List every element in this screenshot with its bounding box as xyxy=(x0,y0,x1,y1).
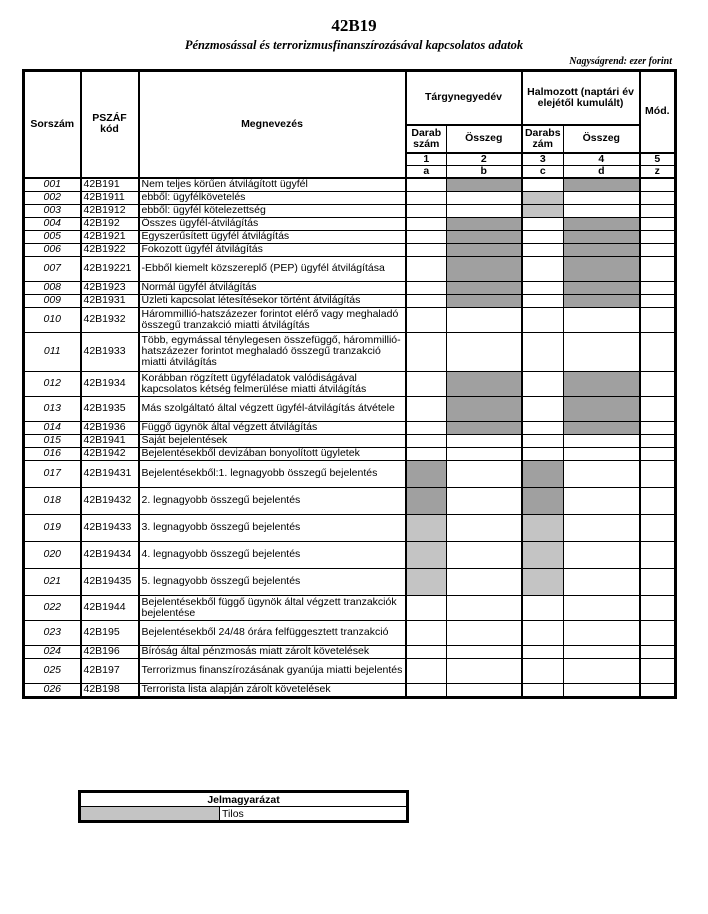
cell-darab[interactable] xyxy=(406,447,447,460)
header-halmozott: Halmozott (naptári év elejétől kumulált) xyxy=(522,71,640,125)
col-letter: z xyxy=(640,165,676,178)
table-row xyxy=(24,487,676,514)
cell-osszeg-halmozott xyxy=(564,178,640,192)
cell-mod[interactable] xyxy=(640,230,676,243)
table-row xyxy=(24,371,676,396)
cell-mod[interactable] xyxy=(640,307,676,332)
row-code: 42B1912 xyxy=(81,204,139,217)
header-osszeg-halmozott: Összeg xyxy=(564,125,640,153)
cell-darab-halmozott[interactable] xyxy=(522,434,564,447)
cell-mod[interactable] xyxy=(640,658,676,683)
cell-osszeg-halmozott[interactable] xyxy=(564,434,640,447)
row-label: Bejelentésekből:1. legnagyobb összegű bejelentés xyxy=(139,460,406,487)
cell-osszeg-halmozott[interactable] xyxy=(564,460,640,487)
cell-darab-halmozott[interactable] xyxy=(522,217,564,230)
table-row xyxy=(24,243,676,256)
table-row xyxy=(24,191,676,204)
row-number: 012 xyxy=(24,371,81,396)
form-code: 42B19 xyxy=(331,16,377,35)
row-label: -Ebből kiemelt közszereplő (PEP) ügyfél átvilágítása xyxy=(139,256,406,281)
cell-mod[interactable] xyxy=(640,447,676,460)
row-code: 42B1936 xyxy=(81,421,139,434)
cell-darab-halmozott xyxy=(522,191,564,204)
table-row xyxy=(24,645,676,658)
cell-mod[interactable] xyxy=(640,487,676,514)
legend-title: Jelmagyarázat xyxy=(80,792,408,807)
cell-darab[interactable] xyxy=(406,620,447,645)
cell-mod[interactable] xyxy=(640,421,676,434)
row-code: 42B197 xyxy=(81,658,139,683)
cell-mod[interactable] xyxy=(640,568,676,595)
cell-darab[interactable] xyxy=(406,204,447,217)
legend-table xyxy=(78,790,409,823)
cell-darab[interactable] xyxy=(406,645,447,658)
cell-osszeg xyxy=(447,217,522,230)
cell-darab[interactable] xyxy=(406,434,447,447)
row-number: 022 xyxy=(24,595,81,620)
cell-mod[interactable] xyxy=(640,191,676,204)
row-code: 42B1942 xyxy=(81,447,139,460)
row-label: Fokozott ügyfél átvilágítás xyxy=(139,243,406,256)
cell-darab-halmozott xyxy=(522,568,564,595)
table-row xyxy=(24,595,676,620)
row-code: 42B1922 xyxy=(81,243,139,256)
row-label: Függő ügynök által végzett átvilágítás xyxy=(139,421,406,434)
cell-darab[interactable] xyxy=(406,243,447,256)
cell-osszeg[interactable] xyxy=(447,541,522,568)
cell-darab[interactable] xyxy=(406,217,447,230)
table-row xyxy=(24,281,676,294)
cell-osszeg[interactable] xyxy=(447,645,522,658)
row-number: 023 xyxy=(24,620,81,645)
table-row xyxy=(24,658,676,683)
cell-osszeg-halmozott[interactable] xyxy=(564,620,640,645)
row-code: 42B19434 xyxy=(81,541,139,568)
row-label: Más szolgáltató által végzett ügyfél-átvilágítás átvétele xyxy=(139,396,406,421)
row-code: 42B1933 xyxy=(81,332,139,371)
cell-darab-halmozott[interactable] xyxy=(522,396,564,421)
cell-darab-halmozott[interactable] xyxy=(522,683,564,697)
table-row xyxy=(24,307,676,332)
cell-mod[interactable] xyxy=(640,396,676,421)
table-row xyxy=(24,332,676,371)
legend-swatch xyxy=(80,807,220,822)
cell-osszeg xyxy=(447,243,522,256)
cell-osszeg-halmozott xyxy=(564,230,640,243)
table-row xyxy=(24,434,676,447)
row-code: 42B1934 xyxy=(81,371,139,396)
cell-darab-halmozott[interactable] xyxy=(522,447,564,460)
cell-mod[interactable] xyxy=(640,371,676,396)
cell-osszeg[interactable] xyxy=(447,658,522,683)
row-code: 42B1935 xyxy=(81,396,139,421)
table-row xyxy=(24,620,676,645)
cell-osszeg-halmozott[interactable] xyxy=(564,307,640,332)
col-number: 5 xyxy=(640,153,676,166)
cell-mod[interactable] xyxy=(640,595,676,620)
legend-label: Tilos xyxy=(220,807,408,822)
cell-osszeg-halmozott[interactable] xyxy=(564,487,640,514)
cell-osszeg[interactable] xyxy=(447,434,522,447)
table-row xyxy=(24,294,676,307)
cell-osszeg-halmozott[interactable] xyxy=(564,595,640,620)
table-row xyxy=(24,683,676,697)
row-label: ebből: ügyfélkövetelés xyxy=(139,191,406,204)
cell-osszeg-halmozott[interactable] xyxy=(564,658,640,683)
row-number: 003 xyxy=(24,204,81,217)
cell-osszeg-halmozott xyxy=(564,396,640,421)
row-label: Bíróság által pénzmosás miatt zárolt követelések xyxy=(139,645,406,658)
row-label: Bejelentésekből függő ügynök által végzett tranzakciók bejelentése xyxy=(139,595,406,620)
row-code: 42B195 xyxy=(81,620,139,645)
cell-mod[interactable] xyxy=(640,332,676,371)
header-sorszam: Sorszám xyxy=(24,71,81,178)
cell-osszeg-halmozott[interactable] xyxy=(564,332,640,371)
cell-mod[interactable] xyxy=(640,281,676,294)
row-number: 025 xyxy=(24,658,81,683)
row-code: 42B19433 xyxy=(81,514,139,541)
cell-darab-halmozott[interactable] xyxy=(522,307,564,332)
row-label: Korábban rögzített ügyféladatok valódiságával kapcsolatos kétség felmerülése miatti átvilágítás xyxy=(139,371,406,396)
cell-darab xyxy=(406,460,447,487)
col-letter: d xyxy=(564,165,640,178)
cell-darab-halmozott[interactable] xyxy=(522,595,564,620)
cell-darab[interactable] xyxy=(406,658,447,683)
table-row xyxy=(24,460,676,487)
cell-osszeg-halmozott[interactable] xyxy=(564,541,640,568)
unit-note: Nagyságrend: ezer forint xyxy=(569,56,672,67)
cell-darab[interactable] xyxy=(406,191,447,204)
cell-mod[interactable] xyxy=(640,204,676,217)
cell-osszeg[interactable] xyxy=(447,332,522,371)
cell-osszeg-halmozott[interactable] xyxy=(564,645,640,658)
cell-darab-halmozott xyxy=(522,487,564,514)
cell-darab xyxy=(406,514,447,541)
cell-osszeg[interactable] xyxy=(447,620,522,645)
row-number: 006 xyxy=(24,243,81,256)
col-number: 3 xyxy=(522,153,564,166)
row-label: Hárommillió-hatszázezer forintot elérő vagy meghaladó összegű tranzakció miatti átvilágítás xyxy=(139,307,406,332)
row-number: 026 xyxy=(24,683,81,697)
cell-mod[interactable] xyxy=(640,645,676,658)
cell-osszeg-halmozott xyxy=(564,256,640,281)
cell-darab-halmozott[interactable] xyxy=(522,421,564,434)
cell-mod[interactable] xyxy=(640,256,676,281)
header-osszeg: Összeg xyxy=(447,125,522,153)
cell-darab-halmozott[interactable] xyxy=(522,645,564,658)
col-number: 1 xyxy=(406,153,447,166)
cell-darab-halmozott[interactable] xyxy=(522,371,564,396)
row-label: 4. legnagyobb összegű bejelentés xyxy=(139,541,406,568)
col-letter: c xyxy=(522,165,564,178)
row-code: 42B1923 xyxy=(81,281,139,294)
col-letter: a xyxy=(406,165,447,178)
cell-darab[interactable] xyxy=(406,421,447,434)
row-number: 011 xyxy=(24,332,81,371)
row-label: Egyszerűsített ügyfél átvilágítás xyxy=(139,230,406,243)
form-title: Pénzmosással és terrorizmusfinanszírozásával kapcsolatos adatok xyxy=(184,38,524,52)
cell-darab-halmozott[interactable] xyxy=(522,294,564,307)
header-darabszam: Darab szám xyxy=(406,125,447,153)
row-number: 008 xyxy=(24,281,81,294)
table-row xyxy=(24,396,676,421)
cell-osszeg-halmozott xyxy=(564,217,640,230)
cell-darab xyxy=(406,541,447,568)
cell-osszeg-halmozott[interactable] xyxy=(564,204,640,217)
col-number: 2 xyxy=(447,153,522,166)
cell-mod[interactable] xyxy=(640,683,676,697)
cell-darab-halmozott[interactable] xyxy=(522,620,564,645)
cell-osszeg xyxy=(447,281,522,294)
row-code: 42B1921 xyxy=(81,230,139,243)
header-darabszam-halmozott: Darabs zám xyxy=(522,125,564,153)
cell-darab-halmozott[interactable] xyxy=(522,332,564,371)
row-label: Összes ügyfél-átvilágítás xyxy=(139,217,406,230)
row-code: 42B1944 xyxy=(81,595,139,620)
cell-darab-halmozott[interactable] xyxy=(522,230,564,243)
row-number: 015 xyxy=(24,434,81,447)
row-label: ebből: ügyfél kötelezettség xyxy=(139,204,406,217)
table-row xyxy=(24,204,676,217)
row-label: 2. legnagyobb összegű bejelentés xyxy=(139,487,406,514)
row-label: Terrorizmus finanszírozásának gyanúja miatti bejelentés xyxy=(139,658,406,683)
cell-mod[interactable] xyxy=(640,460,676,487)
cell-darab xyxy=(406,487,447,514)
row-code: 42B191 xyxy=(81,178,139,192)
row-code: 42B19435 xyxy=(81,568,139,595)
table-row xyxy=(24,541,676,568)
row-label: Bejelentésekből 24/48 órára felfüggesztett tranzakció xyxy=(139,620,406,645)
row-number: 021 xyxy=(24,568,81,595)
cell-osszeg[interactable] xyxy=(447,595,522,620)
header-megnevezes: Megnevezés xyxy=(139,71,406,178)
cell-darab[interactable] xyxy=(406,294,447,307)
cell-darab-halmozott[interactable] xyxy=(522,281,564,294)
row-number: 010 xyxy=(24,307,81,332)
row-code: 42B19431 xyxy=(81,460,139,487)
cell-osszeg-halmozott[interactable] xyxy=(564,568,640,595)
cell-darab[interactable] xyxy=(406,396,447,421)
cell-darab[interactable] xyxy=(406,178,447,192)
cell-darab[interactable] xyxy=(406,307,447,332)
cell-osszeg[interactable] xyxy=(447,307,522,332)
row-code: 42B1932 xyxy=(81,307,139,332)
cell-mod[interactable] xyxy=(640,434,676,447)
row-code: 42B19221 xyxy=(81,256,139,281)
row-label: Bejelentésekből devizában bonyolított ügyletek xyxy=(139,447,406,460)
cell-osszeg[interactable] xyxy=(447,460,522,487)
cell-darab[interactable] xyxy=(406,230,447,243)
row-code: 42B19432 xyxy=(81,487,139,514)
cell-osszeg xyxy=(447,294,522,307)
cell-osszeg xyxy=(447,371,522,396)
row-code: 42B198 xyxy=(81,683,139,697)
row-label: Nem teljes körűen átvilágított ügyfél xyxy=(139,178,406,192)
cell-mod[interactable] xyxy=(640,541,676,568)
cell-darab[interactable] xyxy=(406,256,447,281)
table-row xyxy=(24,230,676,243)
cell-osszeg-halmozott[interactable] xyxy=(564,514,640,541)
row-number: 004 xyxy=(24,217,81,230)
row-number: 001 xyxy=(24,178,81,192)
row-number: 013 xyxy=(24,396,81,421)
cell-darab-halmozott[interactable] xyxy=(522,178,564,192)
row-number: 016 xyxy=(24,447,81,460)
cell-darab[interactable] xyxy=(406,332,447,371)
cell-mod[interactable] xyxy=(640,514,676,541)
row-code: 42B1931 xyxy=(81,294,139,307)
cell-darab-halmozott[interactable] xyxy=(522,243,564,256)
cell-mod[interactable] xyxy=(640,178,676,192)
cell-osszeg xyxy=(447,178,522,192)
cell-osszeg[interactable] xyxy=(447,683,522,697)
row-number: 009 xyxy=(24,294,81,307)
cell-osszeg-halmozott[interactable] xyxy=(564,683,640,697)
table-row xyxy=(24,178,676,192)
cell-osszeg-halmozott[interactable] xyxy=(564,191,640,204)
cell-osszeg[interactable] xyxy=(447,487,522,514)
row-label: Több, egymással ténylegesen összefüggő, hárommillió-hatszázezer forintot meghaladó összegű tranzakció miatti átvilágítás xyxy=(139,332,406,371)
row-number: 024 xyxy=(24,645,81,658)
table-row xyxy=(24,421,676,434)
cell-osszeg xyxy=(447,421,522,434)
row-label: Üzleti kapcsolat létesítésekor történt átvilágítás xyxy=(139,294,406,307)
cell-darab-halmozott xyxy=(522,460,564,487)
table-row xyxy=(24,256,676,281)
row-label: Terrorista lista alapján zárolt követelések xyxy=(139,683,406,697)
row-code: 42B196 xyxy=(81,645,139,658)
table-row xyxy=(24,217,676,230)
cell-osszeg-halmozott xyxy=(564,243,640,256)
cell-mod[interactable] xyxy=(640,243,676,256)
cell-osszeg-halmozott xyxy=(564,281,640,294)
cell-darab[interactable] xyxy=(406,281,447,294)
row-number: 007 xyxy=(24,256,81,281)
row-number: 017 xyxy=(24,460,81,487)
cell-osszeg[interactable] xyxy=(447,204,522,217)
row-number: 014 xyxy=(24,421,81,434)
cell-osszeg xyxy=(447,396,522,421)
cell-darab xyxy=(406,568,447,595)
cell-osszeg[interactable] xyxy=(447,447,522,460)
cell-darab-halmozott[interactable] xyxy=(522,658,564,683)
cell-osszeg-halmozott xyxy=(564,421,640,434)
col-letter: b xyxy=(447,165,522,178)
cell-darab-halmozott xyxy=(522,541,564,568)
cell-mod[interactable] xyxy=(640,217,676,230)
cell-osszeg-halmozott xyxy=(564,371,640,396)
cell-darab[interactable] xyxy=(406,371,447,396)
cell-osszeg[interactable] xyxy=(447,191,522,204)
row-label: Saját bejelentések xyxy=(139,434,406,447)
header-mod: Mód. xyxy=(640,71,676,153)
cell-osszeg[interactable] xyxy=(447,514,522,541)
table-row xyxy=(24,514,676,541)
row-code: 42B1911 xyxy=(81,191,139,204)
row-code: 42B1941 xyxy=(81,434,139,447)
header-targynegyedev: Tárgynegyedév xyxy=(406,71,522,125)
col-number: 4 xyxy=(564,153,640,166)
cell-darab-halmozott xyxy=(522,204,564,217)
row-label: 3. legnagyobb összegű bejelentés xyxy=(139,514,406,541)
cell-osszeg-halmozott[interactable] xyxy=(564,447,640,460)
cell-osszeg xyxy=(447,256,522,281)
cell-darab[interactable] xyxy=(406,683,447,697)
row-number: 020 xyxy=(24,541,81,568)
row-number: 002 xyxy=(24,191,81,204)
row-code: 42B192 xyxy=(81,217,139,230)
row-label: Normál ügyfél átvilágítás xyxy=(139,281,406,294)
cell-mod[interactable] xyxy=(640,294,676,307)
row-number: 019 xyxy=(24,514,81,541)
header-pszaf-kod: PSZÁF kód xyxy=(81,71,139,178)
cell-osszeg xyxy=(447,230,522,243)
row-number: 005 xyxy=(24,230,81,243)
data-table xyxy=(22,69,677,699)
cell-darab-halmozott[interactable] xyxy=(522,256,564,281)
row-number: 018 xyxy=(24,487,81,514)
table-row xyxy=(24,568,676,595)
row-label: 5. legnagyobb összegű bejelentés xyxy=(139,568,406,595)
cell-darab[interactable] xyxy=(406,595,447,620)
table-row xyxy=(24,447,676,460)
cell-darab-halmozott xyxy=(522,514,564,541)
cell-osszeg[interactable] xyxy=(447,568,522,595)
cell-mod[interactable] xyxy=(640,620,676,645)
cell-osszeg-halmozott xyxy=(564,294,640,307)
